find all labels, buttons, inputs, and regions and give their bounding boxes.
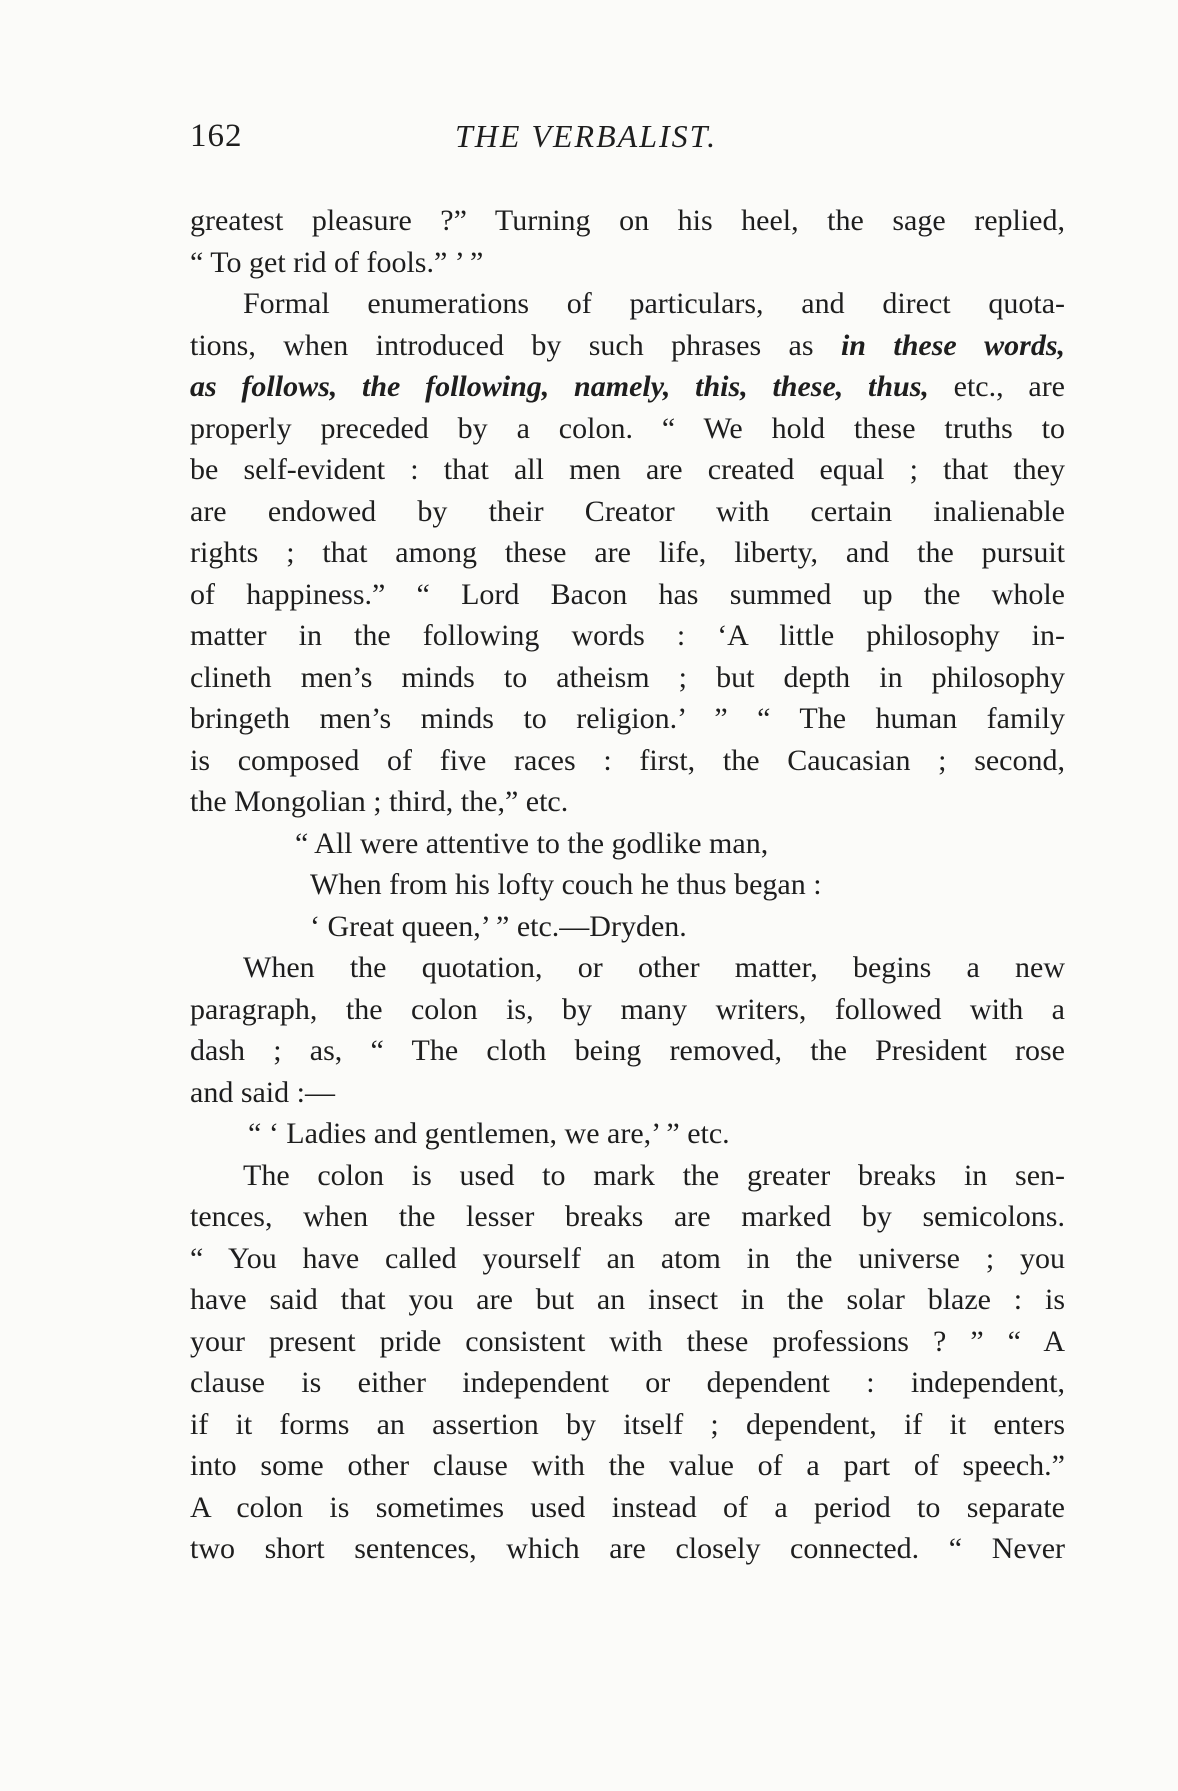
text-line: tences, when the lesser breaks are marked by semicolons.: [190, 1200, 1065, 1233]
paragraph-start-line: When the quotation, or other matter, begins a new: [243, 951, 1065, 984]
verse-line: When from his lofty couch he thus began :: [310, 868, 822, 901]
text-line: clause is either independent or dependent : independent,: [190, 1366, 1065, 1399]
text-line: as follows, the following, namely, this, these, thus, etc., are: [190, 370, 1065, 403]
italic-phrase: in these words,: [840, 328, 1065, 362]
text-line: A colon is sometimes used instead of a period to separate: [190, 1490, 1065, 1524]
paragraph-start-line: The colon is used to mark the greater breaks in sen-: [243, 1158, 1065, 1192]
text-line: of happiness.” “ Lord Bacon has summed up the whole: [190, 577, 1065, 611]
text-line: if it forms an assertion by itself ; dependent, if it enters: [190, 1407, 1065, 1441]
text-line: be self-evident : that all men are created equal ; that they: [190, 453, 1065, 486]
page-number: 162: [190, 118, 243, 154]
text-line: the Mongolian ; third, the,” etc.: [190, 785, 569, 818]
text-line: rights ; that among these are life, liberty, and the pursuit: [190, 536, 1065, 569]
italic-phrase: as follows, the following, namely, this, these, thus,: [190, 370, 929, 403]
text-line: “ You have called yourself an atom in the universe ; you: [190, 1241, 1065, 1275]
text-line: “ To get rid of fools.” ’ ”: [190, 245, 484, 279]
text-line: properly preceded by a colon. “ We hold these truths to: [190, 411, 1065, 445]
verse-line: ‘ Great queen,’ ” etc.—Dryden.: [310, 909, 687, 943]
text-line: bringeth men’s minds to religion.’ ” “ The human family: [190, 702, 1065, 735]
text-line: and said :—: [190, 1075, 335, 1109]
paragraph-start-line: Formal enumerations of particulars, and direct quota-: [243, 287, 1065, 320]
page-body: [190, 200, 1065, 1570]
text-line: have said that you are but an insect in the solar blaze : is: [190, 1283, 1065, 1316]
text-line: tions, when introduced by such phrases as in these words,: [190, 328, 1065, 362]
page-header: [190, 118, 1070, 168]
text-line: greatest pleasure ?” Turning on his heel, the sage replied,: [190, 204, 1065, 237]
text-line: clineth men’s minds to atheism ; but depth in philosophy: [190, 660, 1065, 694]
running-title: THE VERBALIST.: [455, 118, 718, 154]
text-line: two short sentences, which are closely connected. “ Never: [190, 1532, 1065, 1565]
text-line: matter in the following words : ‘A little philosophy in-: [190, 619, 1065, 652]
text-line: dash ; as, “ The cloth being removed, the President rose: [190, 1034, 1065, 1067]
verse-line: “ All were attentive to the godlike man,: [295, 826, 769, 860]
text-line: into some other clause with the value of a part of speech.”: [190, 1449, 1065, 1482]
text-line: is composed of five races : first, the Caucasian ; second,: [190, 743, 1065, 777]
quote-line: “ ‘ Ladies and gentlemen, we are,’ ” etc.: [248, 1117, 730, 1150]
text-line: your present pride consistent with these professions ? ” “ A: [190, 1324, 1065, 1358]
text-line: paragraph, the colon is, by many writers, followed with a: [190, 992, 1065, 1026]
text-line: are endowed by their Creator with certain inalienable: [190, 494, 1065, 528]
